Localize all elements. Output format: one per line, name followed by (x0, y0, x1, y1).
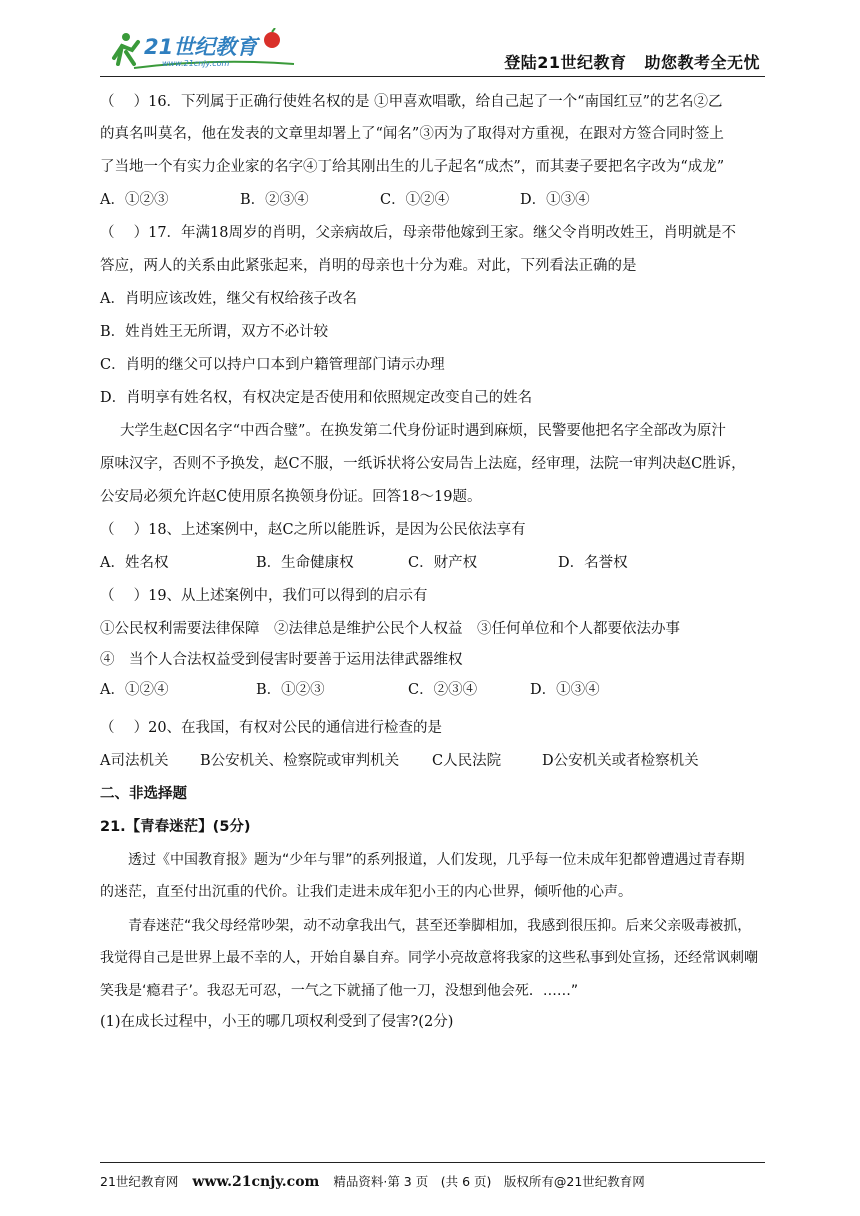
q17-line-1: （ ）17．年满18周岁的肖明，父亲病故后，母亲带他嫁到王家。继父令肖明改姓王，肖明就是不 (100, 225, 737, 241)
q16-option-c: C．①②④ (380, 192, 450, 208)
q18-option-a: A．姓名权 (100, 555, 169, 571)
q16-options (100, 190, 590, 210)
footer-rule (100, 1162, 765, 1163)
section-heading: 二、非选择题 (100, 786, 187, 802)
q19-statements-1: ①公民权利需要法律保障 ②法律总是维护公民个人权益 ③任何单位和个人都要依法办事 (100, 621, 680, 637)
q20-options (100, 751, 699, 771)
q17-option-a: A．肖明应该改姓，继父有权给孩子改名 (100, 291, 357, 307)
q20-option-b: B公安机关、检察院或审判机关 (200, 753, 400, 769)
q19-option-b: B．①②③ (256, 682, 325, 698)
q20-stem: （ ）20、在我国，有权对公民的通信进行检查的是 (100, 720, 443, 736)
svg-text:www.21cnjy.com: www.21cnjy.com (162, 59, 230, 68)
case-line-2: 原味汉字，否则不予换发，赵C不服，一纸诉状将公安局告上法庭，经审理，法院一审判决赵C胜诉， (100, 456, 746, 472)
q17-line-2: 答应，两人的关系由此紧张起来，肖明的母亲也十分为难。对此，下列看法正确的是 (100, 258, 637, 274)
page-header (0, 0, 860, 80)
q19-option-c: C．②③④ (408, 682, 478, 698)
q19-option-a: A．①②④ (100, 682, 169, 698)
q16-line-2: 的真名叫莫名，他在发表的文章里却署上了“闻名”③丙为了取得对方重视，在跟对方签合同时签上 (100, 126, 724, 142)
logo-graphic (104, 28, 304, 74)
q19-options (100, 680, 600, 700)
header-rule (100, 76, 765, 77)
q18-option-b: B．生命健康权 (256, 555, 354, 571)
q17-option-c: C．肖明的继父可以持户口本到户籍管理部门请示办理 (100, 357, 445, 373)
q21-para2-line-1: 青春迷茫“我父母经常吵架，动不动拿我出气，甚至还拳脚相加，我感到很压抑。后来父亲吸毒被抓， (128, 918, 752, 934)
q18-stem: （ ）18、上述案例中，赵C之所以能胜诉，是因为公民依法享有 (100, 522, 526, 538)
q21-sub-question-1: (1)在成长过程中，小王的哪几项权利受到了侵害?(2分) (100, 1014, 454, 1030)
q17-option-b: B．姓肖姓王无所谓，双方不必计较 (100, 324, 329, 340)
q16-option-d: D．①③④ (520, 192, 590, 208)
q20-option-d: D公安机关或者检察机关 (542, 753, 699, 769)
q18-option-d: D．名誉权 (558, 555, 628, 571)
case-line-1: 大学生赵C因名字“中西合璧”。在换发第二代身份证时遇到麻烦，民警要他把名字全部改为原汁 (120, 423, 726, 439)
footer-page-info: 精品资料·第 3 页 (共 6 页) 版权所有@21世纪教育网 (333, 1174, 645, 1189)
case-line-3: 公安局必须允许赵C使用原名换领身份证。回答18～19题。 (100, 489, 482, 505)
q19-option-d: D．①③④ (530, 682, 600, 698)
q20-option-a: A司法机关 (100, 753, 169, 769)
page-footer (100, 1172, 645, 1190)
q21-para1-line-2: 的迷茫，直至付出沉重的代价。让我们走进未成年犯小王的内心世界，倾听他的心声。 (100, 884, 632, 900)
q16-option-b: B．②③④ (240, 192, 309, 208)
q21-para2-line-2: 我觉得自己是世界上最不幸的人，开始自暴自弃。同学小亮故意将我家的这些私事到处宣扬，还经常讽刺嘲 (100, 950, 758, 966)
svg-text:21世纪教育: 21世纪教育 (144, 35, 258, 59)
slogan-login: 登陆21世纪教育 (504, 53, 627, 72)
q21-para1-line-1: 透过《中国教育报》题为“少年与罪”的系列报道，人们发现，几乎每一位未成年犯都曾遭遇过青春期 (128, 852, 745, 868)
footer-site: 21世纪教育网 (100, 1174, 179, 1189)
header-slogan (486, 50, 760, 73)
q16-line-1: （ ）16．下列属于正确行使姓名权的是 ①甲喜欢唱歌，给自己起了一个“南国红豆”的艺名②乙 (100, 94, 723, 110)
q18-options (100, 553, 628, 573)
q16-option-a: A．①②③ (100, 192, 169, 208)
q18-option-c: C．财产权 (408, 555, 478, 571)
q19-stem: （ ）19、从上述案例中，我们可以得到的启示有 (100, 588, 428, 604)
q16-line-3: 了当地一个有实力企业家的名字④丁给其刚出生的儿子起名“成杰”，而其妻子要把名字改为“成龙” (100, 159, 725, 175)
site-logo[interactable] (104, 28, 304, 74)
q21-title: 21.【青春迷茫】(5分) (100, 819, 251, 835)
q19-statements-2: ④ 当个人合法权益受到侵害时要善于运用法律武器维权 (100, 652, 463, 668)
footer-url[interactable]: www.21cnjy.com (192, 1174, 320, 1190)
q17-option-d: D．肖明享有姓名权，有权决定是否使用和依照规定改变自己的姓名 (100, 390, 533, 406)
q21-para2-line-3: 笑我是‘瘾君子’。我忍无可忍，一气之下就捅了他一刀，没想到他会死．……” (100, 983, 579, 999)
slogan-help: 助您教考全无忧 (644, 53, 760, 72)
q20-option-c: C人民法院 (432, 753, 502, 769)
